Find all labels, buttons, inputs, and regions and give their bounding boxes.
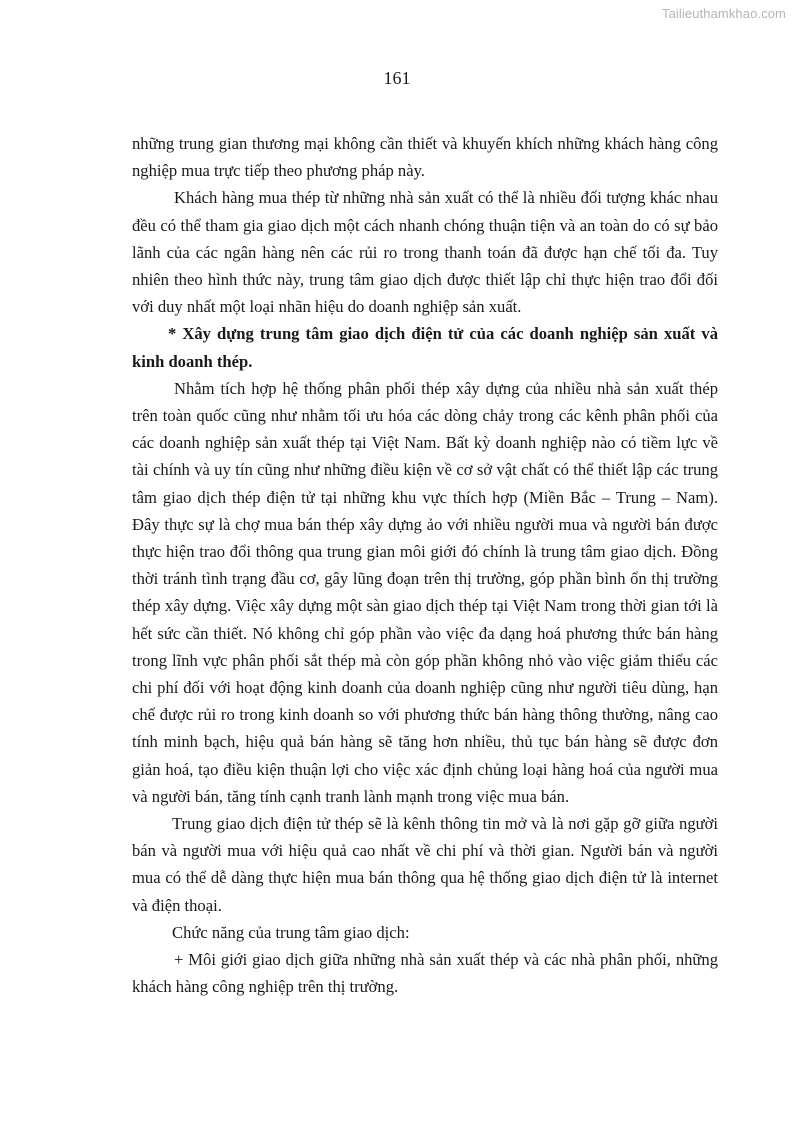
document-body [132, 130, 718, 1001]
paragraph: Trung giao dịch điện tử thép sẽ là kênh thông tin mở và là nơi gặp gỡ giữa người bán và người mua với hiệu quả cao nhất về chi phí và thời gian. Người bán và người mua có thể dễ dàng thực hiện mua bán thông qua hệ thống giao dịch điện tử là internet và điện thoại. [132, 814, 718, 915]
paragraph: những trung gian thương mại không cần thiết và khuyến khích những khách hàng công nghiệp mua trực tiếp theo phương pháp này. [132, 134, 718, 181]
watermark: Tailieuthamkhao.com [661, 6, 786, 21]
paragraph: Khách hàng mua thép từ những nhà sản xuất có thể là nhiều đối tượng khác nhau đều có thể tham gia giao dịch một cách nhanh chóng thuận tiện và an toàn do có sự bảo lãnh của các ngân hàng nên các rủi ro trong thanh toán đã được hạn chế tối đa. Tuy nhiên theo hình thức này, trung tâm giao dịch được thiết lập chỉ thực hiện trao đổi đối với duy nhất một loại nhãn hiệu do doanh nghiệp sản xuất. [132, 188, 718, 317]
section-heading: * Xây dựng trung tâm giao dịch điện tử của các doanh nghiệp sản xuất và kinh doanh thép. [132, 324, 718, 371]
paragraph: Nhằm tích hợp hệ thống phân phối thép xây dựng của nhiều nhà sản xuất thép trên toàn quốc cũng như nhằm tối ưu hóa các dòng chảy trong các kênh phân phối của các doanh nghiệp sản xuất thép tại Việt Nam. Bất kỳ doanh nghiệp nào có tiềm lực về tài chính và uy tín cũng như những điều kiện về cơ sở vật chất có thể thiết lập các trung tâm giao dịch thép điện tử tại những khu vực thích hợp (Miền Bắc – Trung – Nam). Đây thực sự là chợ mua bán thép xây dựng ảo với nhiều người mua và người bán được thực hiện trao đổi thông qua trung gian môi giới đó chính là trung tâm giao dịch. Đồng thời tránh tình trạng đầu cơ, gây lũng đoạn trên thị trường, góp phần bình ổn thị trường thép xây dựng. Việc xây dựng một sàn giao dịch thép tại Việt Nam trong thời gian tới là hết sức cần thiết. Nó không chỉ góp phần vào việc đa dạng hoá phương thức bán hàng trong lĩnh vực phân phối sắt thép mà còn góp phần không nhỏ vào việc giảm thiểu các chi phí đối với hoạt động kinh doanh của doanh nghiệp cũng như người tiêu dùng, hạn chế được rủi ro trong kinh doanh so với phương thức bán hàng thông thường, nâng cao tính minh bạch, hiệu quả bán hàng sẽ tăng hơn nhiều, thủ tục bán hàng sẽ được đơn giản hoá, tạo điều kiện thuận lợi cho việc xác định chủng loại hàng hoá của người mua và người bán, tăng tính cạnh tranh lành mạnh trong việc mua bán. [132, 378, 718, 806]
list-item: + Môi giới giao dịch giữa những nhà sản xuất thép và các nhà phân phối, những khách hàng công nghiệp trên thị trường. [132, 950, 718, 997]
page-number: 161 [383, 68, 411, 88]
paragraph: Chức năng của trung tâm giao dịch: [172, 922, 410, 942]
